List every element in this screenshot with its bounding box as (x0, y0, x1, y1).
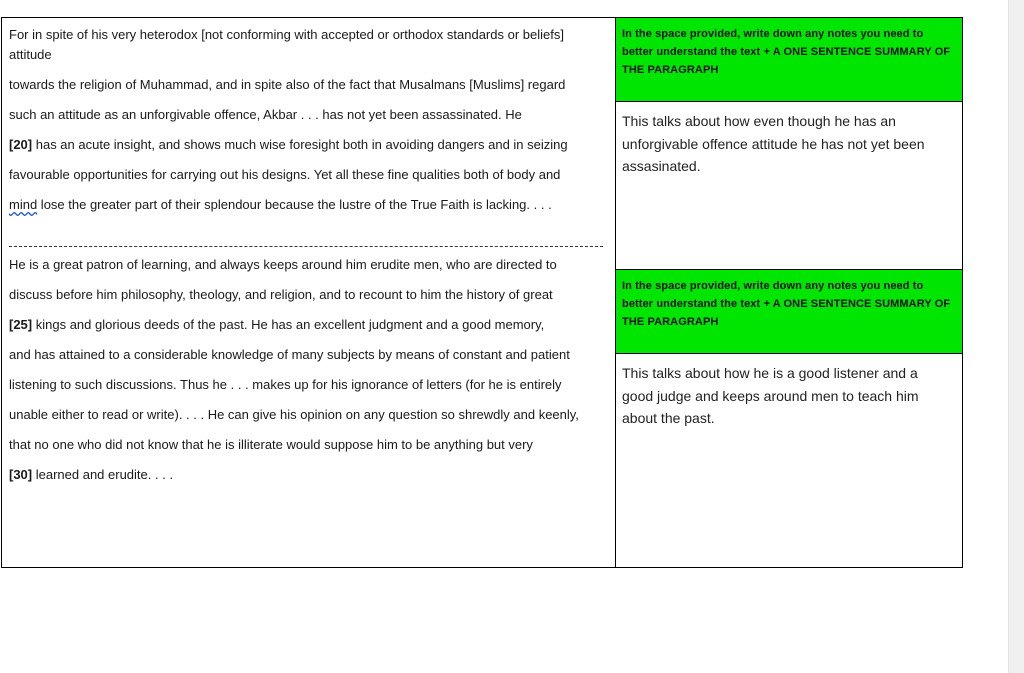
notes-answer-cell-2[interactable] (616, 354, 963, 568)
notes-prompt-2: In the space provided, write down any notes you need to better understand the text + A ONE SENTENCE SUMMARY OF THE PARAGRAPH (622, 280, 951, 328)
line-number-marker: [25] (9, 317, 33, 332)
passage-line: He is a great patron of learning, and always keeps around him erudite men, who are directed to (9, 257, 557, 272)
passage-line: For in spite of his very heterodox [not conforming with accepted or orthodox standards or beliefs] attitude (9, 27, 564, 62)
passage-line-text: has an acute insight, and shows much wise foresight both in avoiding dangers and in seizing (32, 137, 568, 152)
passage-line: towards the religion of Muhammad, and in spite also of the fact that Musalmans [Muslims] regard (9, 77, 566, 92)
passage-line: discuss before him philosophy, theology, and religion, and to recount to him the history of great (9, 287, 553, 302)
notes-answer-2: This talks about how he is a good listener and a good judge and keeps around men to teach him about the past. (622, 365, 919, 426)
passage-line: unable either to read or write). . . . He can give his opinion on any question so shrewdly and keenly, (9, 407, 579, 422)
line-number-marker: [20] (9, 137, 33, 152)
passage-line (9, 315, 609, 335)
passage-line (9, 195, 609, 215)
reading-notes-table (1, 17, 963, 568)
vertical-scrollbar[interactable] (1008, 0, 1024, 673)
passage-line-text: lose the greater part of their splendour because the lustre of the True Faith is lacking. . . . (37, 197, 552, 212)
passage-text (2, 18, 616, 567)
passage-line-text: learned and erudite. . . . (32, 467, 174, 482)
passage-line: favourable opportunities for carrying out his designs. Yet all these fine qualities both of body and (9, 167, 561, 182)
passage-line (9, 465, 609, 485)
passage-line: such an attitude as an unforgivable offence, Akbar . . . has not yet been assassinated. He (9, 107, 522, 122)
notes-prompt-1: In the space provided, write down any notes you need to better understand the text + A ONE SENTENCE SUMMARY OF THE PARAGRAPH (622, 28, 951, 76)
dashed-separator (9, 246, 603, 247)
notes-answer-cell-1[interactable] (616, 102, 963, 270)
passage-line: listening to such discussions. Thus he . . . makes up for his ignorance of letters (for he is entirely (9, 377, 562, 392)
passage-line: that no one who did not know that he is illiterate would suppose him to be anything but very (9, 437, 533, 452)
passage-line (9, 135, 609, 155)
passage-line-text: kings and glorious deeds of the past. He has an excellent judgment and a good memory, (32, 317, 545, 332)
passage-cell[interactable] (2, 18, 616, 568)
notes-prompt-cell-1[interactable] (616, 18, 963, 102)
spellcheck-word: mind (9, 197, 38, 212)
notes-answer-1: This talks about how even though he has an unforgivable offence attitude he has not yet been assasinated. (622, 113, 925, 174)
passage-line: and has attained to a considerable knowledge of many subjects by means of constant and patient (9, 347, 570, 362)
notes-prompt-cell-2[interactable] (616, 270, 963, 354)
line-number-marker: [30] (9, 467, 33, 482)
